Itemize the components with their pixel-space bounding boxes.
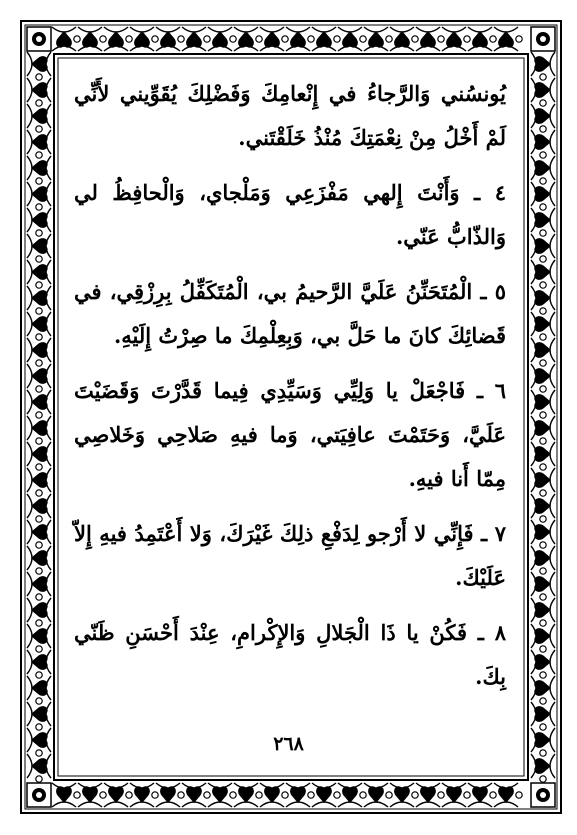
paragraph-8: ٨ ـ فَكُنْ يا ذَا الْجَلالِ وَالإِكْرامِ، عِنْدَ أَحْسَنِ ظَنّي بِكَ. [74,620,506,689]
paragraph-continuation: يُونسُني وَالرَّجاءُ في إِنْعامِكَ وَفَضْلِكَ يُقَوِّيني لأَنِّي لَمْ أَخْلُ مِنْ نِعْمَتِكَ مُنْذُ خَلَقْتَني. [74,81,506,150]
paragraph-7: ٧ ـ فَإِنِّي لا أَرْجو لِدَفْعِ ذلِكَ غَيْرَكَ، وَلا أَعْتَمِدُ فيهِ إِلاّ عَلَيْكَ. [74,521,506,590]
page-number: ٢٦٨ [273,733,304,755]
paragraph-4: ٤ ـ وَأَنْتَ إِلهي مَفْزَعِي وَمَلْجاي، وَالْحافِظُ لي وَالذّابُّ عَنّي. [74,180,506,249]
page-content [74,72,506,752]
paragraph-6: ٦ ـ فَاجْعَلْ يا وَلِيِّي وَسَيِّدِي فِيما قَدَّرْتَ وَقَضَيْتَ عَلَيَّ، وَحَتَمْتَ عافِيَتي، وَما فيهِ صَلاحِي وَخَلاصِي مِمّا أَنا فيهِ. [74,378,506,491]
paragraph-5: ٥ ـ الْمُتَحَنِّنُ عَلَيَّ الرَّحيمُ بي، الْمُتَكَفِّلُ بِرِزْقِي، في قَضائِكَ كانَ ما حَلَّ بي، وَبِعِلْمِكَ ما صِرْتُ إِلَيْهِ. [74,279,506,348]
